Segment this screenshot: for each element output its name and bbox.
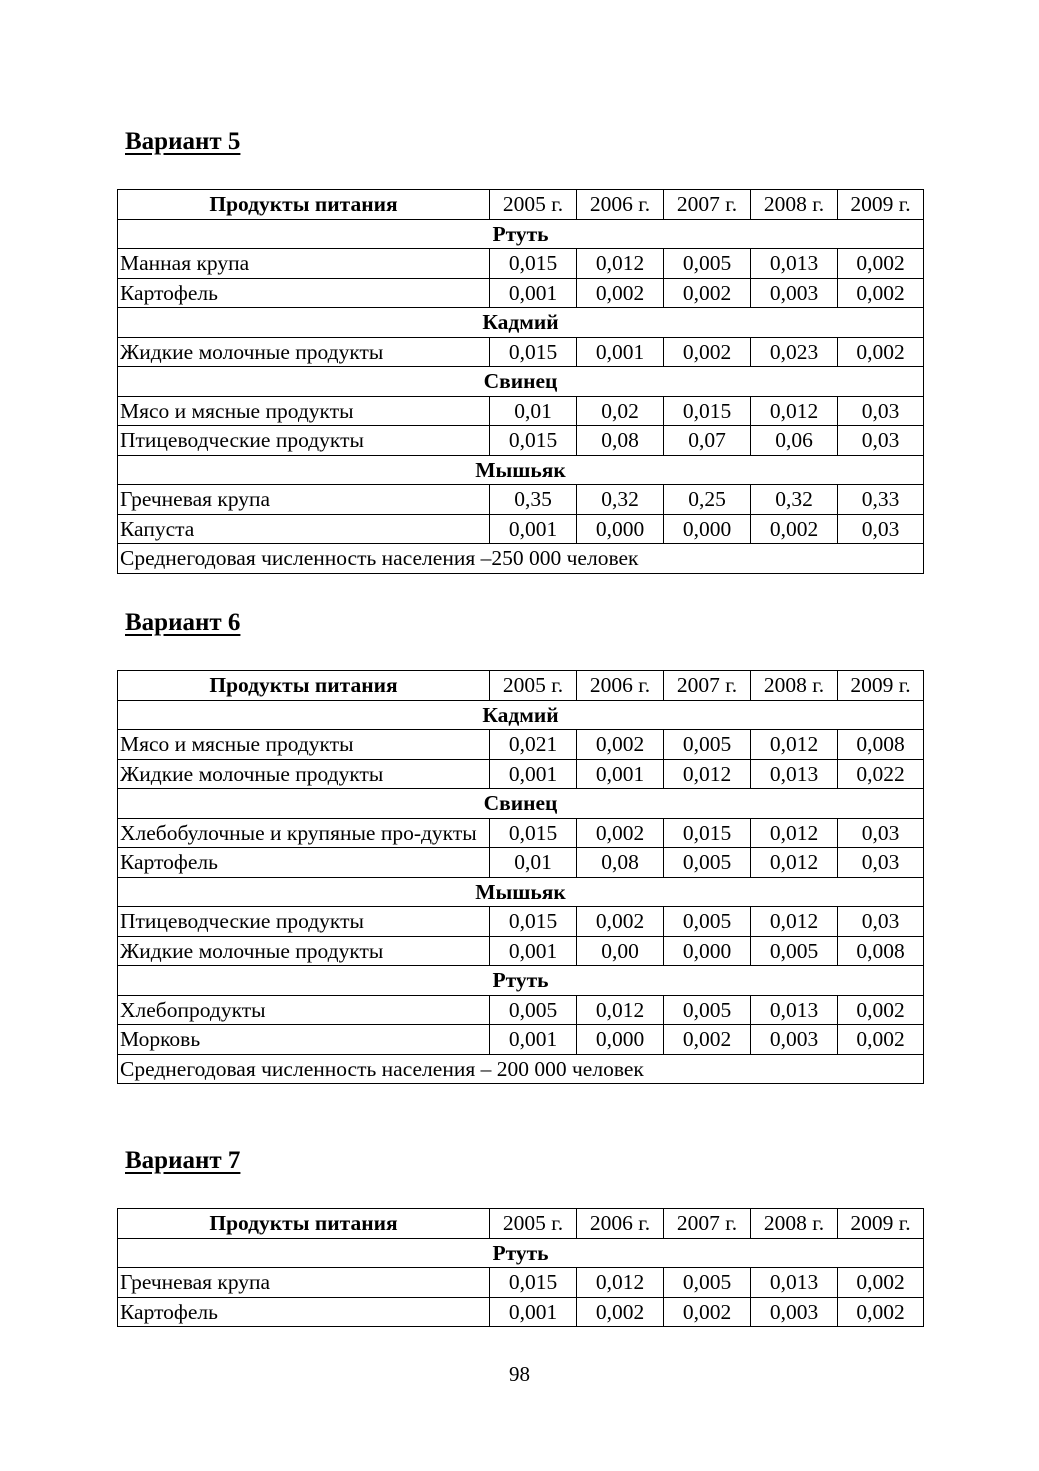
table-header-row	[118, 671, 924, 701]
column-header-year: 2006 г.	[577, 190, 664, 220]
variant-title: Вариант 5	[125, 128, 241, 155]
value-cell: 0,03	[838, 818, 924, 848]
product-name: Птицеводческие продукты	[118, 907, 490, 937]
table-row	[118, 278, 924, 308]
value-cell: 0,003	[751, 1025, 838, 1055]
element-group-row	[118, 308, 924, 338]
value-cell: 0,002	[664, 337, 751, 367]
value-cell: 0,002	[577, 818, 664, 848]
element-group-row	[118, 219, 924, 249]
value-cell: 0,32	[751, 485, 838, 515]
value-cell: 0,013	[751, 249, 838, 279]
value-cell: 0,012	[751, 907, 838, 937]
variant-title: Вариант 6	[125, 609, 241, 636]
element-group-label: Свинец	[118, 789, 924, 819]
value-cell: 0,012	[577, 1268, 664, 1298]
value-cell: 0,001	[490, 278, 577, 308]
value-cell: 0,08	[577, 848, 664, 878]
product-name: Хлебопродукты	[118, 995, 490, 1025]
element-group-row	[118, 877, 924, 907]
column-header-year: 2007 г.	[664, 671, 751, 701]
value-cell: 0,35	[490, 485, 577, 515]
value-cell: 0,008	[838, 730, 924, 760]
column-header-year: 2009 г.	[838, 190, 924, 220]
value-cell: 0,01	[490, 848, 577, 878]
value-cell: 0,03	[838, 426, 924, 456]
element-group-row	[118, 1238, 924, 1268]
value-cell: 0,015	[490, 907, 577, 937]
value-cell: 0,25	[664, 485, 751, 515]
table-row	[118, 730, 924, 760]
value-cell: 0,08	[577, 426, 664, 456]
value-cell: 0,01	[490, 396, 577, 426]
product-name: Картофель	[118, 278, 490, 308]
value-cell: 0,012	[577, 249, 664, 279]
value-cell: 0,000	[577, 1025, 664, 1055]
value-cell: 0,012	[664, 759, 751, 789]
population-row	[118, 1054, 924, 1084]
element-group-label: Свинец	[118, 367, 924, 397]
value-cell: 0,005	[664, 1268, 751, 1298]
value-cell: 0,002	[577, 907, 664, 937]
value-cell: 0,03	[838, 396, 924, 426]
column-header-year: 2005 г.	[490, 1209, 577, 1239]
value-cell: 0,022	[838, 759, 924, 789]
table-row	[118, 1268, 924, 1298]
value-cell: 0,003	[751, 1297, 838, 1327]
value-cell: 0,03	[838, 848, 924, 878]
value-cell: 0,012	[751, 396, 838, 426]
value-cell: 0,002	[838, 1297, 924, 1327]
value-cell: 0,013	[751, 995, 838, 1025]
column-header-year: 2008 г.	[751, 1209, 838, 1239]
data-table	[117, 189, 924, 574]
table-row	[118, 514, 924, 544]
value-cell: 0,002	[838, 1025, 924, 1055]
value-cell: 0,000	[664, 514, 751, 544]
product-name: Капуста	[118, 514, 490, 544]
element-group-row	[118, 789, 924, 819]
table-row	[118, 396, 924, 426]
data-table	[117, 1208, 924, 1327]
value-cell: 0,33	[838, 485, 924, 515]
value-cell: 0,32	[577, 485, 664, 515]
value-cell: 0,012	[751, 818, 838, 848]
population-note: Среднегодовая численность населения –250 000 человек	[118, 544, 924, 574]
product-name: Гречневая крупа	[118, 485, 490, 515]
variant-title: Вариант 7	[125, 1147, 241, 1174]
population-note: Среднегодовая численность населения – 200 000 человек	[118, 1054, 924, 1084]
population-row	[118, 544, 924, 574]
value-cell: 0,015	[490, 818, 577, 848]
value-cell: 0,005	[664, 249, 751, 279]
product-name: Жидкие молочные продукты	[118, 337, 490, 367]
value-cell: 0,002	[838, 995, 924, 1025]
value-cell: 0,02	[577, 396, 664, 426]
product-name: Морковь	[118, 1025, 490, 1055]
value-cell: 0,005	[664, 995, 751, 1025]
table-row	[118, 818, 924, 848]
product-name: Птицеводческие продукты	[118, 426, 490, 456]
column-header-products: Продукты питания	[118, 671, 490, 701]
value-cell: 0,03	[838, 907, 924, 937]
value-cell: 0,013	[751, 1268, 838, 1298]
value-cell: 0,015	[664, 818, 751, 848]
value-cell: 0,012	[577, 995, 664, 1025]
element-group-label: Ртуть	[118, 1238, 924, 1268]
value-cell: 0,015	[490, 249, 577, 279]
column-header-year: 2005 г.	[490, 671, 577, 701]
value-cell: 0,005	[490, 995, 577, 1025]
table-header-row	[118, 190, 924, 220]
value-cell: 0,002	[838, 337, 924, 367]
column-header-year: 2008 г.	[751, 671, 838, 701]
column-header-year: 2005 г.	[490, 190, 577, 220]
table-row	[118, 485, 924, 515]
column-header-year: 2009 г.	[838, 1209, 924, 1239]
value-cell: 0,021	[490, 730, 577, 760]
element-group-row	[118, 966, 924, 996]
page-number: 98	[509, 1362, 530, 1386]
product-name: Манная крупа	[118, 249, 490, 279]
value-cell: 0,001	[490, 1297, 577, 1327]
element-group-row	[118, 455, 924, 485]
column-header-year: 2008 г.	[751, 190, 838, 220]
table-row	[118, 249, 924, 279]
value-cell: 0,000	[577, 514, 664, 544]
column-header-products: Продукты питания	[118, 190, 490, 220]
product-name: Хлебобулочные и крупяные про-дукты	[118, 818, 490, 848]
table-header-row	[118, 1209, 924, 1239]
product-name: Мясо и мясные продукты	[118, 396, 490, 426]
column-header-year: 2007 г.	[664, 1209, 751, 1239]
value-cell: 0,002	[664, 1297, 751, 1327]
value-cell: 0,06	[751, 426, 838, 456]
product-name: Жидкие молочные продукты	[118, 759, 490, 789]
value-cell: 0,001	[490, 759, 577, 789]
value-cell: 0,000	[664, 936, 751, 966]
value-cell: 0,001	[490, 514, 577, 544]
data-table	[117, 670, 924, 1084]
column-header-year: 2006 г.	[577, 671, 664, 701]
element-group-row	[118, 367, 924, 397]
value-cell: 0,002	[664, 278, 751, 308]
column-header-year: 2006 г.	[577, 1209, 664, 1239]
element-group-label: Ртуть	[118, 966, 924, 996]
element-group-label: Мышьяк	[118, 877, 924, 907]
value-cell: 0,015	[490, 1268, 577, 1298]
element-group-row	[118, 700, 924, 730]
value-cell: 0,001	[577, 337, 664, 367]
element-group-label: Мышьяк	[118, 455, 924, 485]
value-cell: 0,015	[664, 396, 751, 426]
value-cell: 0,001	[577, 759, 664, 789]
element-group-label: Ртуть	[118, 219, 924, 249]
value-cell: 0,012	[751, 730, 838, 760]
table-row	[118, 426, 924, 456]
product-name: Жидкие молочные продукты	[118, 936, 490, 966]
element-group-label: Кадмий	[118, 700, 924, 730]
value-cell: 0,013	[751, 759, 838, 789]
table-row	[118, 1297, 924, 1327]
value-cell: 0,015	[490, 426, 577, 456]
table-row	[118, 995, 924, 1025]
product-name: Гречневая крупа	[118, 1268, 490, 1298]
value-cell: 0,00	[577, 936, 664, 966]
value-cell: 0,07	[664, 426, 751, 456]
value-cell: 0,002	[751, 514, 838, 544]
column-header-year: 2009 г.	[838, 671, 924, 701]
value-cell: 0,003	[751, 278, 838, 308]
product-name: Картофель	[118, 848, 490, 878]
table-row	[118, 1025, 924, 1055]
table-row	[118, 759, 924, 789]
value-cell: 0,03	[838, 514, 924, 544]
value-cell: 0,002	[838, 278, 924, 308]
value-cell: 0,023	[751, 337, 838, 367]
value-cell: 0,001	[490, 936, 577, 966]
column-header-year: 2007 г.	[664, 190, 751, 220]
product-name: Мясо и мясные продукты	[118, 730, 490, 760]
value-cell: 0,002	[838, 249, 924, 279]
value-cell: 0,001	[490, 1025, 577, 1055]
table-row	[118, 337, 924, 367]
value-cell: 0,008	[838, 936, 924, 966]
value-cell: 0,002	[577, 1297, 664, 1327]
product-name: Картофель	[118, 1297, 490, 1327]
value-cell: 0,005	[751, 936, 838, 966]
element-group-label: Кадмий	[118, 308, 924, 338]
value-cell: 0,002	[577, 730, 664, 760]
table-row	[118, 848, 924, 878]
value-cell: 0,005	[664, 907, 751, 937]
table-row	[118, 936, 924, 966]
value-cell: 0,005	[664, 848, 751, 878]
column-header-products: Продукты питания	[118, 1209, 490, 1239]
value-cell: 0,015	[490, 337, 577, 367]
value-cell: 0,002	[838, 1268, 924, 1298]
value-cell: 0,002	[664, 1025, 751, 1055]
table-row	[118, 907, 924, 937]
value-cell: 0,002	[577, 278, 664, 308]
value-cell: 0,005	[664, 730, 751, 760]
value-cell: 0,012	[751, 848, 838, 878]
